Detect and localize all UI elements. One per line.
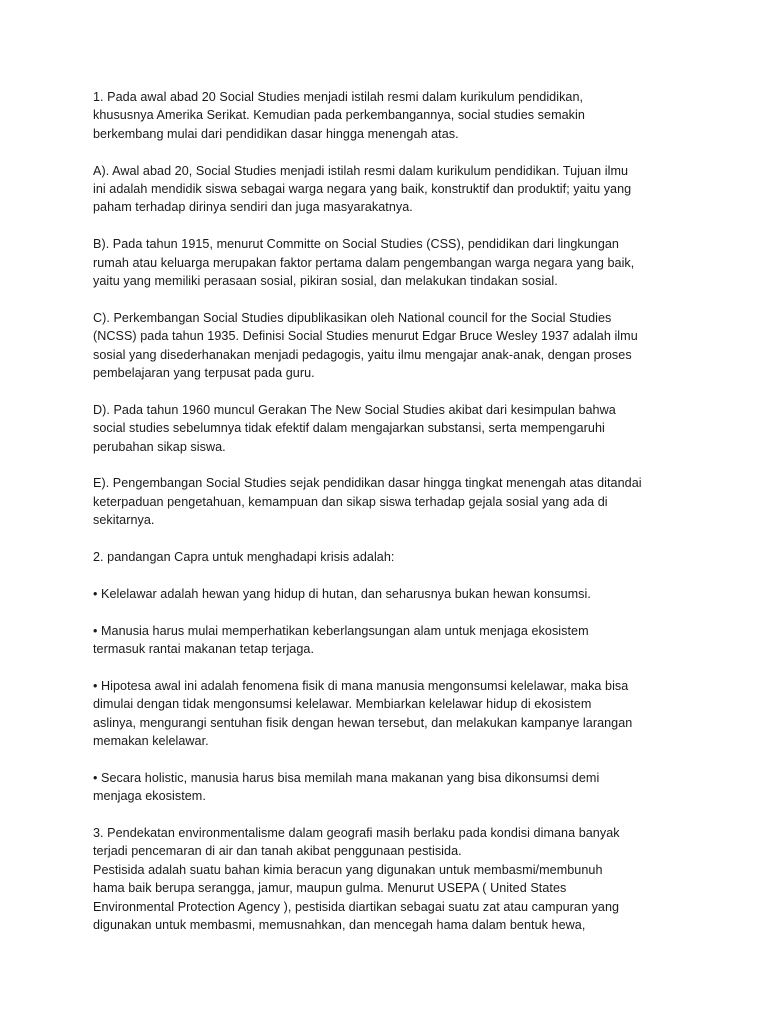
text-line: A). Awal abad 20, Social Studies menjadi istilah resmi dalam kurikulum pendidikan. Tujuan ilmu: [93, 163, 629, 178]
paragraph-e: [93, 474, 678, 529]
text-line: memakan kelelawar.: [93, 734, 209, 749]
text-line: dimulai dengan tidak mengonsumsi kelelawar. Membiarkan kelelawar hidup di ekosistem: [93, 697, 592, 712]
text-line: social studies sebelumnya tidak efektif dalam mengajarkan substansi, serta mempengaruhi: [93, 421, 605, 436]
text-line: sosial yang disederhanakan menjadi pedagogis, yaitu ilmu mengajar anak-anak, dengan proses: [93, 347, 632, 362]
text-line: • Secara holistic, manusia harus bisa memilah mana makanan yang bisa dikonsumsi demi: [93, 770, 600, 785]
text-line: ini adalah mendidik siswa sebagai warga negara yang baik, konstruktif dan produktif; yaitu yang: [93, 182, 632, 197]
text-line: paham terhadap dirinya sendiri dan juga masyarakatnya.: [93, 200, 413, 215]
text-line: sekitarnya.: [93, 513, 155, 528]
text-line: digunakan untuk membasmi, memusnahkan, dan mencegah hama dalam bentuk hewa,: [93, 918, 586, 933]
text-line: keterpaduan pengetahuan, kemampuan dan sikap siswa terhadap gejala sosial yang ada di: [93, 494, 608, 509]
text-line: hama baik berupa serangga, jamur, maupun gulma. Menurut USEPA ( United States: [93, 881, 567, 896]
text-line: Pestisida adalah suatu bahan kimia beracun yang digunakan untuk membasmi/membunuh: [93, 862, 603, 877]
text-line: D). Pada tahun 1960 muncul Gerakan The New Social Studies akibat dari kesimpulan bahwa: [93, 402, 616, 417]
paragraph-2: [93, 548, 678, 566]
bullet-item: [93, 585, 678, 603]
text-line: rumah atau keluarga merupakan faktor pertama dalam pengembangan warga negara yang baik,: [93, 255, 635, 270]
text-line: B). Pada tahun 1915, menurut Committe on Social Studies (CSS), pendidikan dari lingkungan: [93, 237, 619, 252]
text-line: • Manusia harus mulai memperhatikan keberlangsungan alam untuk menjaga ekosistem: [93, 623, 589, 638]
bullet-item: [93, 769, 678, 806]
text-line: menjaga ekosistem.: [93, 789, 206, 804]
text-line: 1. Pada awal abad 20 Social Studies menjadi istilah resmi dalam kurikulum pendidikan,: [93, 90, 584, 104]
bullet-item: [93, 677, 678, 751]
text-line: C). Perkembangan Social Studies dipublikasikan oleh National council for the Social Studies: [93, 310, 612, 325]
text-line: pembelajaran yang terpusat pada guru.: [93, 366, 315, 381]
paragraph-a: [93, 162, 678, 217]
paragraph-b: [93, 235, 678, 290]
text-line: yaitu yang memiliki perasaan sosial, pikiran sosial, dan melakukan tindakan sosial.: [93, 274, 558, 289]
paragraph-c: [93, 309, 678, 383]
paragraph-3: [93, 824, 678, 934]
bullet-item: [93, 622, 678, 659]
text-line: (NCSS) pada tahun 1935. Definisi Social Studies menurut Edgar Bruce Wesley 1937 adalah ilmu: [93, 329, 638, 344]
text-line: perubahan sikap siswa.: [93, 439, 226, 454]
text-line: E). Pengembangan Social Studies sejak pendidikan dasar hingga tingkat menengah atas ditandai: [93, 476, 642, 491]
text-line: termasuk rantai makanan tetap terjaga.: [93, 642, 315, 657]
text-line: berkembang mulai dari pendidikan dasar hingga menengah atas.: [93, 126, 459, 141]
text-line: terjadi pencemaran di air dan tanah akibat penggunaan pestisida.: [93, 844, 462, 859]
text-line: 2. pandangan Capra untuk menghadapi krisis adalah:: [93, 550, 395, 565]
text-line: aslinya, mengurangi sentuhan fisik dengan hewan tersebut, dan melakukan kampanye larangan: [93, 715, 633, 730]
text-line: khususnya Amerika Serikat. Kemudian pada perkembangannya, social studies semakin: [93, 108, 585, 123]
text-line: • Kelelawar adalah hewan yang hidup di hutan, dan seharusnya bukan hewan konsumsi.: [93, 586, 591, 601]
paragraph-d: [93, 401, 678, 456]
text-line: • Hipotesa awal ini adalah fenomena fisik di mana manusia mengonsumsi kelelawar, maka bisa: [93, 678, 629, 693]
text-line: 3. Pendekatan environmentalisme dalam geografi masih berlaku pada kondisi dimana banyak: [93, 826, 620, 841]
text-line: Environmental Protection Agency ), pestisida diartikan sebagai suatu zat atau campuran yang: [93, 899, 620, 914]
document-body: [93, 88, 678, 935]
paragraph-1: [93, 88, 678, 143]
